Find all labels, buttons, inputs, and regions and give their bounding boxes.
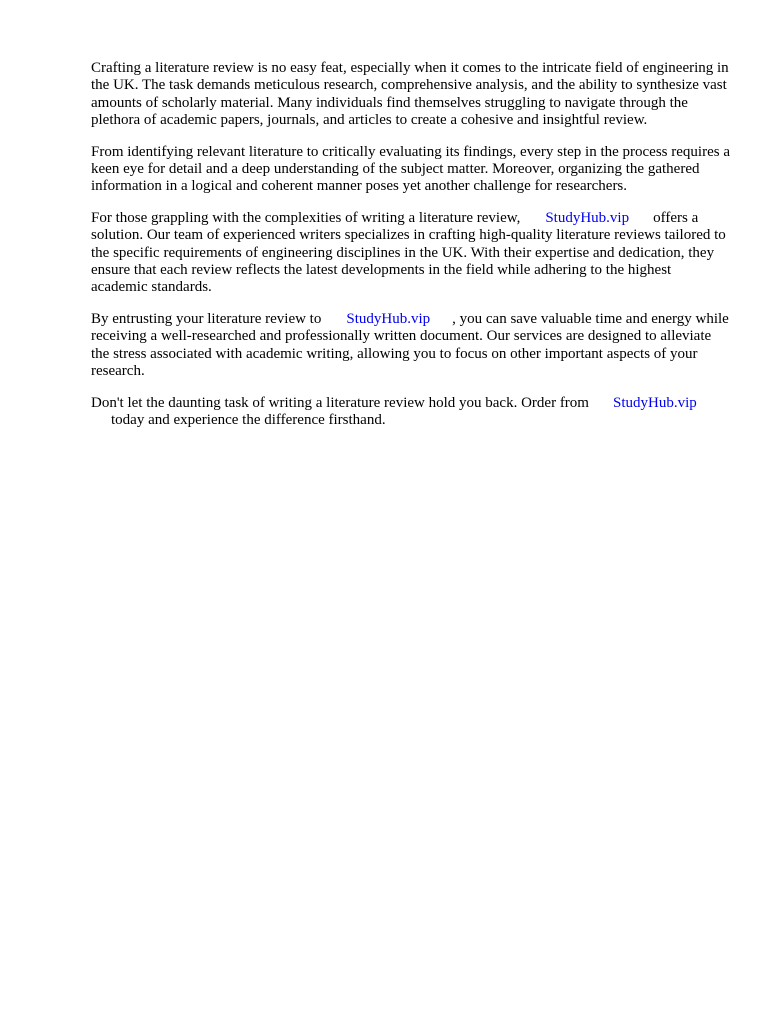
paragraph-intro: [91, 60, 731, 130]
paragraph-cta-text-before: Don't let the daunting task of writing a literature review hold you back. Order from: [91, 394, 589, 411]
paragraph-benefits: [91, 311, 731, 381]
studyhub-link-3[interactable]: StudyHub.vip: [612, 394, 697, 411]
paragraph-benefits-text-before: By entrusting your literature review to: [91, 310, 322, 327]
paragraph-challenges-text: From identifying relevant literature to critically evaluating its findings, every step in the process requires a keen eye for detail and a deep understanding of the subject matter. Moreover, organizing the gathered information in a logical and coherent manner poses yet another challenge for researchers.: [91, 143, 730, 195]
paragraph-solution: [91, 210, 731, 297]
paragraph-benefits-text-after: , you can save valuable time and energy while receiving a well-researched and professionally written document. Our services are designed to alleviate the stress associated with academic writing, allowing you to focus on other important aspects of your research.: [91, 310, 729, 380]
paragraph-call-to-action: [91, 395, 731, 430]
document-body: [91, 60, 731, 443]
paragraph-cta-text-after: today and experience the difference firsthand.: [111, 411, 386, 428]
studyhub-link-1[interactable]: StudyHub.vip: [545, 209, 630, 226]
paragraph-challenges: [91, 144, 731, 196]
studyhub-link-2[interactable]: StudyHub.vip: [346, 310, 431, 327]
paragraph-intro-text: Crafting a literature review is no easy feat, especially when it comes to the intricate field of engineering in the UK. The task demands meticulous research, comprehensive analysis, and the ability to synthesize vast amounts of scholarly material. Many individuals find themselves struggling to navigate through the plethora of academic papers, journals, and articles to create a cohesive and insightful review.: [91, 60, 729, 129]
paragraph-solution-text-before: For those grappling with the complexities of writing a literature review,: [91, 209, 521, 226]
paragraph-solution-text-after: offers a solution. Our team of experienced writers specializes in crafting high-quality literature reviews tailored to the specific requirements of engineering disciplines in the UK. With their expertise and dedication, they ensure that each review reflects the latest developments in the field while adhering to the highest academic standards.: [91, 209, 726, 296]
